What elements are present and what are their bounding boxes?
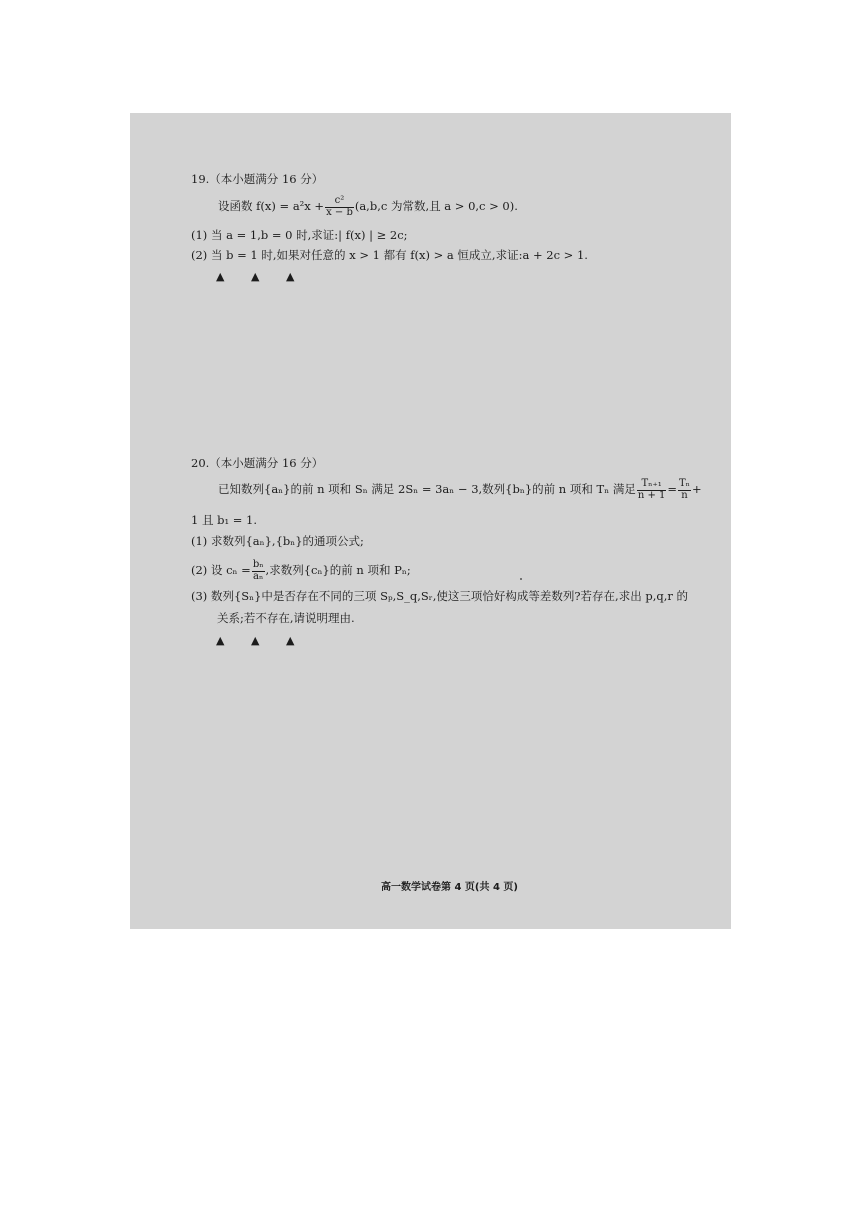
q20-part2-frac-num: bₙ <box>252 559 264 570</box>
q19-stem-pre: 设函数 f(x) = a²x + <box>218 199 325 213</box>
answer-mark: ▲ <box>286 634 295 647</box>
q19-stem <box>218 196 518 218</box>
q20-equals: = <box>667 482 678 496</box>
q19-fraction <box>325 196 354 218</box>
q19-part1: (1) 当 a = 1,b = 0 时,求证:| f(x) | ≥ 2c; <box>191 228 408 242</box>
q20-stem <box>218 479 702 501</box>
q20-part1: (1) 求数列{aₙ},{bₙ}的通项公式; <box>191 534 364 548</box>
q19-frac-num: c² <box>325 196 354 208</box>
q19-header: 19.（本小题满分 16 分） <box>191 172 324 186</box>
q20-part3-line1: (3) 数列{Sₙ}中是否存在不同的三项 Sₚ,S_q,Sᵣ,使这三项恰好构成等差数列?若存在,求出 p,q,r 的 <box>191 589 689 603</box>
scan-speck <box>520 578 522 580</box>
q20-frac2-num: Tₙ <box>679 478 691 489</box>
answer-mark: ▲ <box>286 270 295 283</box>
q20-frac2-den: n <box>681 489 688 501</box>
q19-frac-den: x − b <box>326 206 353 218</box>
q20-part2-pre: (2) 设 cₙ = <box>191 563 251 577</box>
page-footer: 高一数学试卷第 4 页(共 4 页) <box>381 882 518 893</box>
answer-mark: ▲ <box>216 634 225 647</box>
q20-part2-post: ,求数列{cₙ}的前 n 项和 Pₙ; <box>265 563 411 577</box>
q20-plus: + <box>692 482 702 496</box>
q20-part2-fraction <box>252 560 265 582</box>
q20-header: 20.（本小题满分 16 分） <box>191 456 324 470</box>
q19-part2: (2) 当 b = 1 时,如果对任意的 x > 1 都有 f(x) > a 恒成立,求证:a + 2c > 1. <box>191 248 588 262</box>
q20-fraction-tn <box>678 479 691 501</box>
q20-frac1-den: n + 1 <box>637 489 666 501</box>
q20-stem-pre: 已知数列{aₙ}的前 n 项和 Sₙ 满足 2Sₙ = 3aₙ − 3,数列{bₙ}的前 n 项和 Tₙ 满足 <box>218 482 636 496</box>
answer-mark: ▲ <box>216 270 225 283</box>
exam-page <box>130 113 731 929</box>
q20-part3-line2: 关系;若不存在,请说明理由. <box>217 611 355 625</box>
q20-part2 <box>191 560 411 582</box>
q19-stem-post: (a,b,c 为常数,且 a > 0,c > 0). <box>354 199 518 213</box>
q20-fraction-t <box>637 479 667 501</box>
q20-frac1-num: Tₙ₊₁ <box>637 479 667 491</box>
q20-stem-line2: 1 且 b₁ = 1. <box>191 513 258 527</box>
q20-part2-frac-den: aₙ <box>253 570 264 582</box>
answer-mark: ▲ <box>251 634 260 647</box>
answer-mark: ▲ <box>251 270 260 283</box>
